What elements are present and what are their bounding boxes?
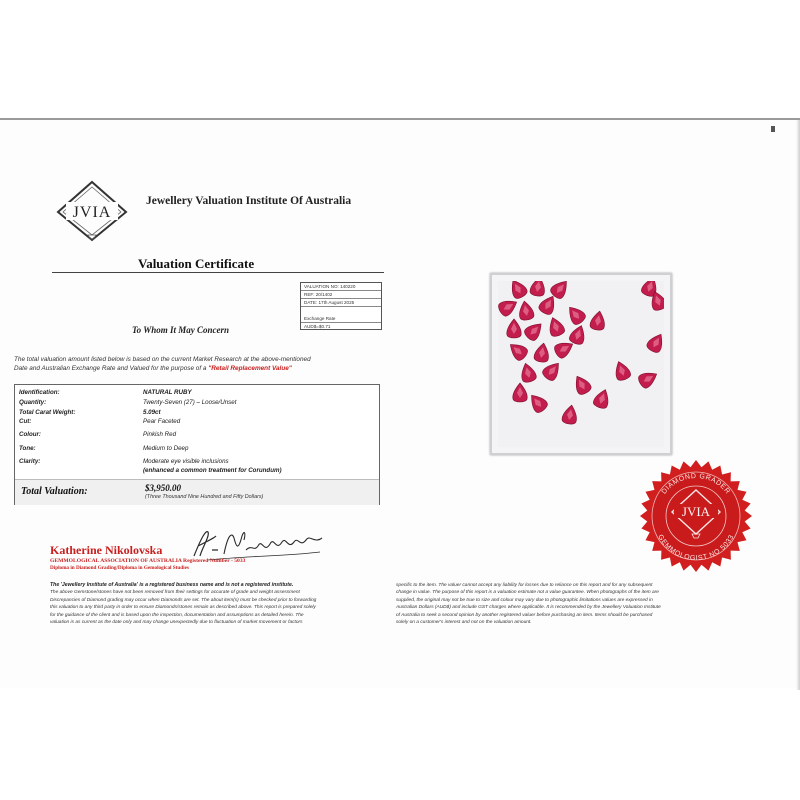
ruby-stone bbox=[529, 281, 546, 297]
ruby-stone bbox=[518, 361, 537, 383]
detail-label: Colour: bbox=[19, 431, 41, 438]
detail-label: Cut: bbox=[19, 418, 32, 425]
disclaimer-left bbox=[50, 582, 385, 626]
exchange-rate-value: AUD$=$0.71 bbox=[304, 324, 331, 329]
intro-paragraph bbox=[14, 355, 386, 373]
disclaimer-right bbox=[396, 582, 716, 626]
detail-label: Tone: bbox=[19, 445, 36, 452]
detail-row bbox=[15, 458, 379, 467]
handwritten-signature bbox=[188, 526, 328, 562]
sheet-edge-shadow bbox=[796, 120, 800, 690]
ruby-stone bbox=[506, 339, 530, 362]
gemstone-photo-area bbox=[498, 281, 664, 447]
total-valuation-words: (Three Thousand Nine Hundred and Fifty Dollars) bbox=[145, 494, 264, 500]
clarity-note: (enhanced a common treatment for Corundum) bbox=[143, 467, 282, 474]
disclaimer-line: valuation is as current as the date only and may change unexpectedly due to fluctuation of market movement or factors bbox=[50, 620, 303, 626]
disclaimer-line: change in value. The purpose of this report is a valuation estimate not a value guarantee. When photographs of the item are bbox=[396, 590, 659, 596]
ruby-stone bbox=[592, 387, 612, 410]
disclaimer-line: solely on a customer's interest and not on the valuation amount. bbox=[396, 620, 532, 626]
disclaimer-line: Discrepancies of Diamond grading may occur when Diamonds are set. The about item(s) must be checked prior to forwarding bbox=[50, 597, 317, 603]
detail-value: 5.09ct bbox=[143, 409, 161, 416]
total-valuation-amount: $3,950.00 bbox=[145, 483, 181, 493]
corner-mark bbox=[771, 126, 775, 132]
total-valuation-label: Total Valuation: bbox=[21, 486, 88, 497]
intro-line-2-text: Date and Australian Exchange Rate and Valued for the purpose of a bbox=[14, 365, 209, 372]
intro-line-2 bbox=[14, 364, 386, 373]
detail-value: Twenty-Seven (27) – Loose/Unset bbox=[143, 399, 237, 406]
disclaimer-line: Australian Dollars (AUD$) and include GST charges where applicable. It is recommended by the Jewellery Valuation Institute bbox=[396, 605, 661, 611]
disclaimer-line: this valuation to any third party in order to ensure Diamonds/stones remain as described above. This report is prepared solely bbox=[50, 605, 316, 611]
ruby-stone bbox=[589, 310, 606, 331]
detail-row bbox=[15, 409, 379, 418]
disclaimer-line: of Australia to seek a second opinion by another registered valuer before purchasing an item. Items should be purchased bbox=[396, 612, 653, 618]
detail-label: Total Carat Weight: bbox=[19, 409, 76, 416]
reference-number: REF: 20/1402 bbox=[301, 291, 381, 299]
seal-bottom-text: GEMMOLOGIST NO 5033 bbox=[656, 533, 736, 563]
disclaimer-line: for the guidance of the client and is based upon the inspection, documentation and assumptions as detailed herein. The bbox=[50, 612, 304, 618]
detail-row bbox=[15, 389, 379, 398]
ruby-stone bbox=[568, 323, 588, 346]
ruby-stone bbox=[637, 368, 661, 390]
valuer-name: Katherine Nikolovska bbox=[50, 543, 163, 557]
association-registration: GEMMOLOGICAL ASSOCIATION OF AUSTRALIA Registered Number - 5033 bbox=[50, 558, 246, 564]
detail-label: Quantity: bbox=[19, 399, 47, 406]
detail-row bbox=[15, 445, 379, 454]
detail-label: Clarity: bbox=[19, 458, 41, 465]
retail-replacement-value: "Retail Replacement Value" bbox=[208, 365, 292, 372]
diamond-grader-seal-icon bbox=[636, 456, 756, 576]
ruby-stone bbox=[498, 296, 520, 318]
seal-center-text: JVIA bbox=[681, 504, 711, 519]
ruby-stone bbox=[523, 319, 547, 343]
ruby-stone bbox=[645, 331, 664, 355]
total-valuation-band bbox=[15, 479, 379, 505]
ruby-stone bbox=[546, 315, 566, 338]
disclaimer-line: supplied, the original may not be true to size and colour may vary due to photographic limitations values are expressed in bbox=[396, 597, 653, 603]
detail-value: Medium to Deep bbox=[143, 445, 189, 452]
exchange-rate-label: Exchange Rate bbox=[301, 315, 381, 323]
ruby-stone bbox=[513, 383, 527, 402]
salutation: To Whom It May Concern bbox=[132, 325, 230, 335]
ruby-stone bbox=[571, 373, 593, 397]
logo-text: JVIA bbox=[72, 204, 112, 221]
details-table bbox=[14, 384, 380, 505]
jvia-logo-icon bbox=[54, 180, 130, 244]
institute-name: Jewellery Valuation Institute Of Australia bbox=[146, 195, 352, 207]
ruby-stone bbox=[517, 300, 534, 321]
intro-line-1: The total valuation amount listed below is based on the current Market Research at the above-mentioned bbox=[14, 356, 311, 363]
disclaimer-line: The above Gemstone/stones have not been removed from their settings for accurate of grade and weight assessment bbox=[50, 590, 300, 596]
rubies-image bbox=[498, 281, 664, 447]
detail-value: NATURAL RUBY bbox=[143, 389, 192, 396]
title-divider bbox=[52, 272, 384, 273]
detail-label: Identification: bbox=[19, 389, 60, 396]
ruby-stone bbox=[526, 391, 549, 415]
ruby-stone bbox=[561, 404, 578, 425]
detail-row bbox=[15, 399, 379, 408]
ruby-stone bbox=[507, 281, 529, 300]
ruby-stone bbox=[507, 319, 521, 338]
detail-row bbox=[15, 418, 379, 427]
certificate-title: Valuation Certificate bbox=[138, 256, 255, 271]
valuation-date: DATE: 17th August 2025 bbox=[301, 299, 381, 307]
detail-row bbox=[15, 431, 379, 440]
detail-value: Pear Faceted bbox=[143, 418, 181, 425]
detail-value: Moderate eye visible inclusions bbox=[143, 458, 229, 465]
gemstone-photo bbox=[490, 273, 672, 455]
diploma-line: Diploma in Diamond Grading/Diploma in Gemological Studies bbox=[50, 565, 189, 571]
seal-top-text: DIAMOND GRADER bbox=[660, 472, 732, 496]
ruby-stone bbox=[564, 303, 587, 327]
detail-row bbox=[15, 467, 379, 476]
reference-box bbox=[300, 282, 382, 330]
ruby-stone bbox=[612, 359, 632, 382]
valuation-number: VALUATION NO: 140220 bbox=[301, 283, 381, 291]
disclaimer-heading: The 'Jewellery Institute of Australia' is a registered business name and is not a registered institute. bbox=[50, 582, 294, 588]
ruby-stone bbox=[533, 342, 550, 363]
disclaimer-line: specific to the item. The valuer cannot accept any liability for losses due to reliance on this report and for any subsequent bbox=[396, 583, 653, 588]
detail-value: Pinkish Red bbox=[143, 431, 177, 438]
